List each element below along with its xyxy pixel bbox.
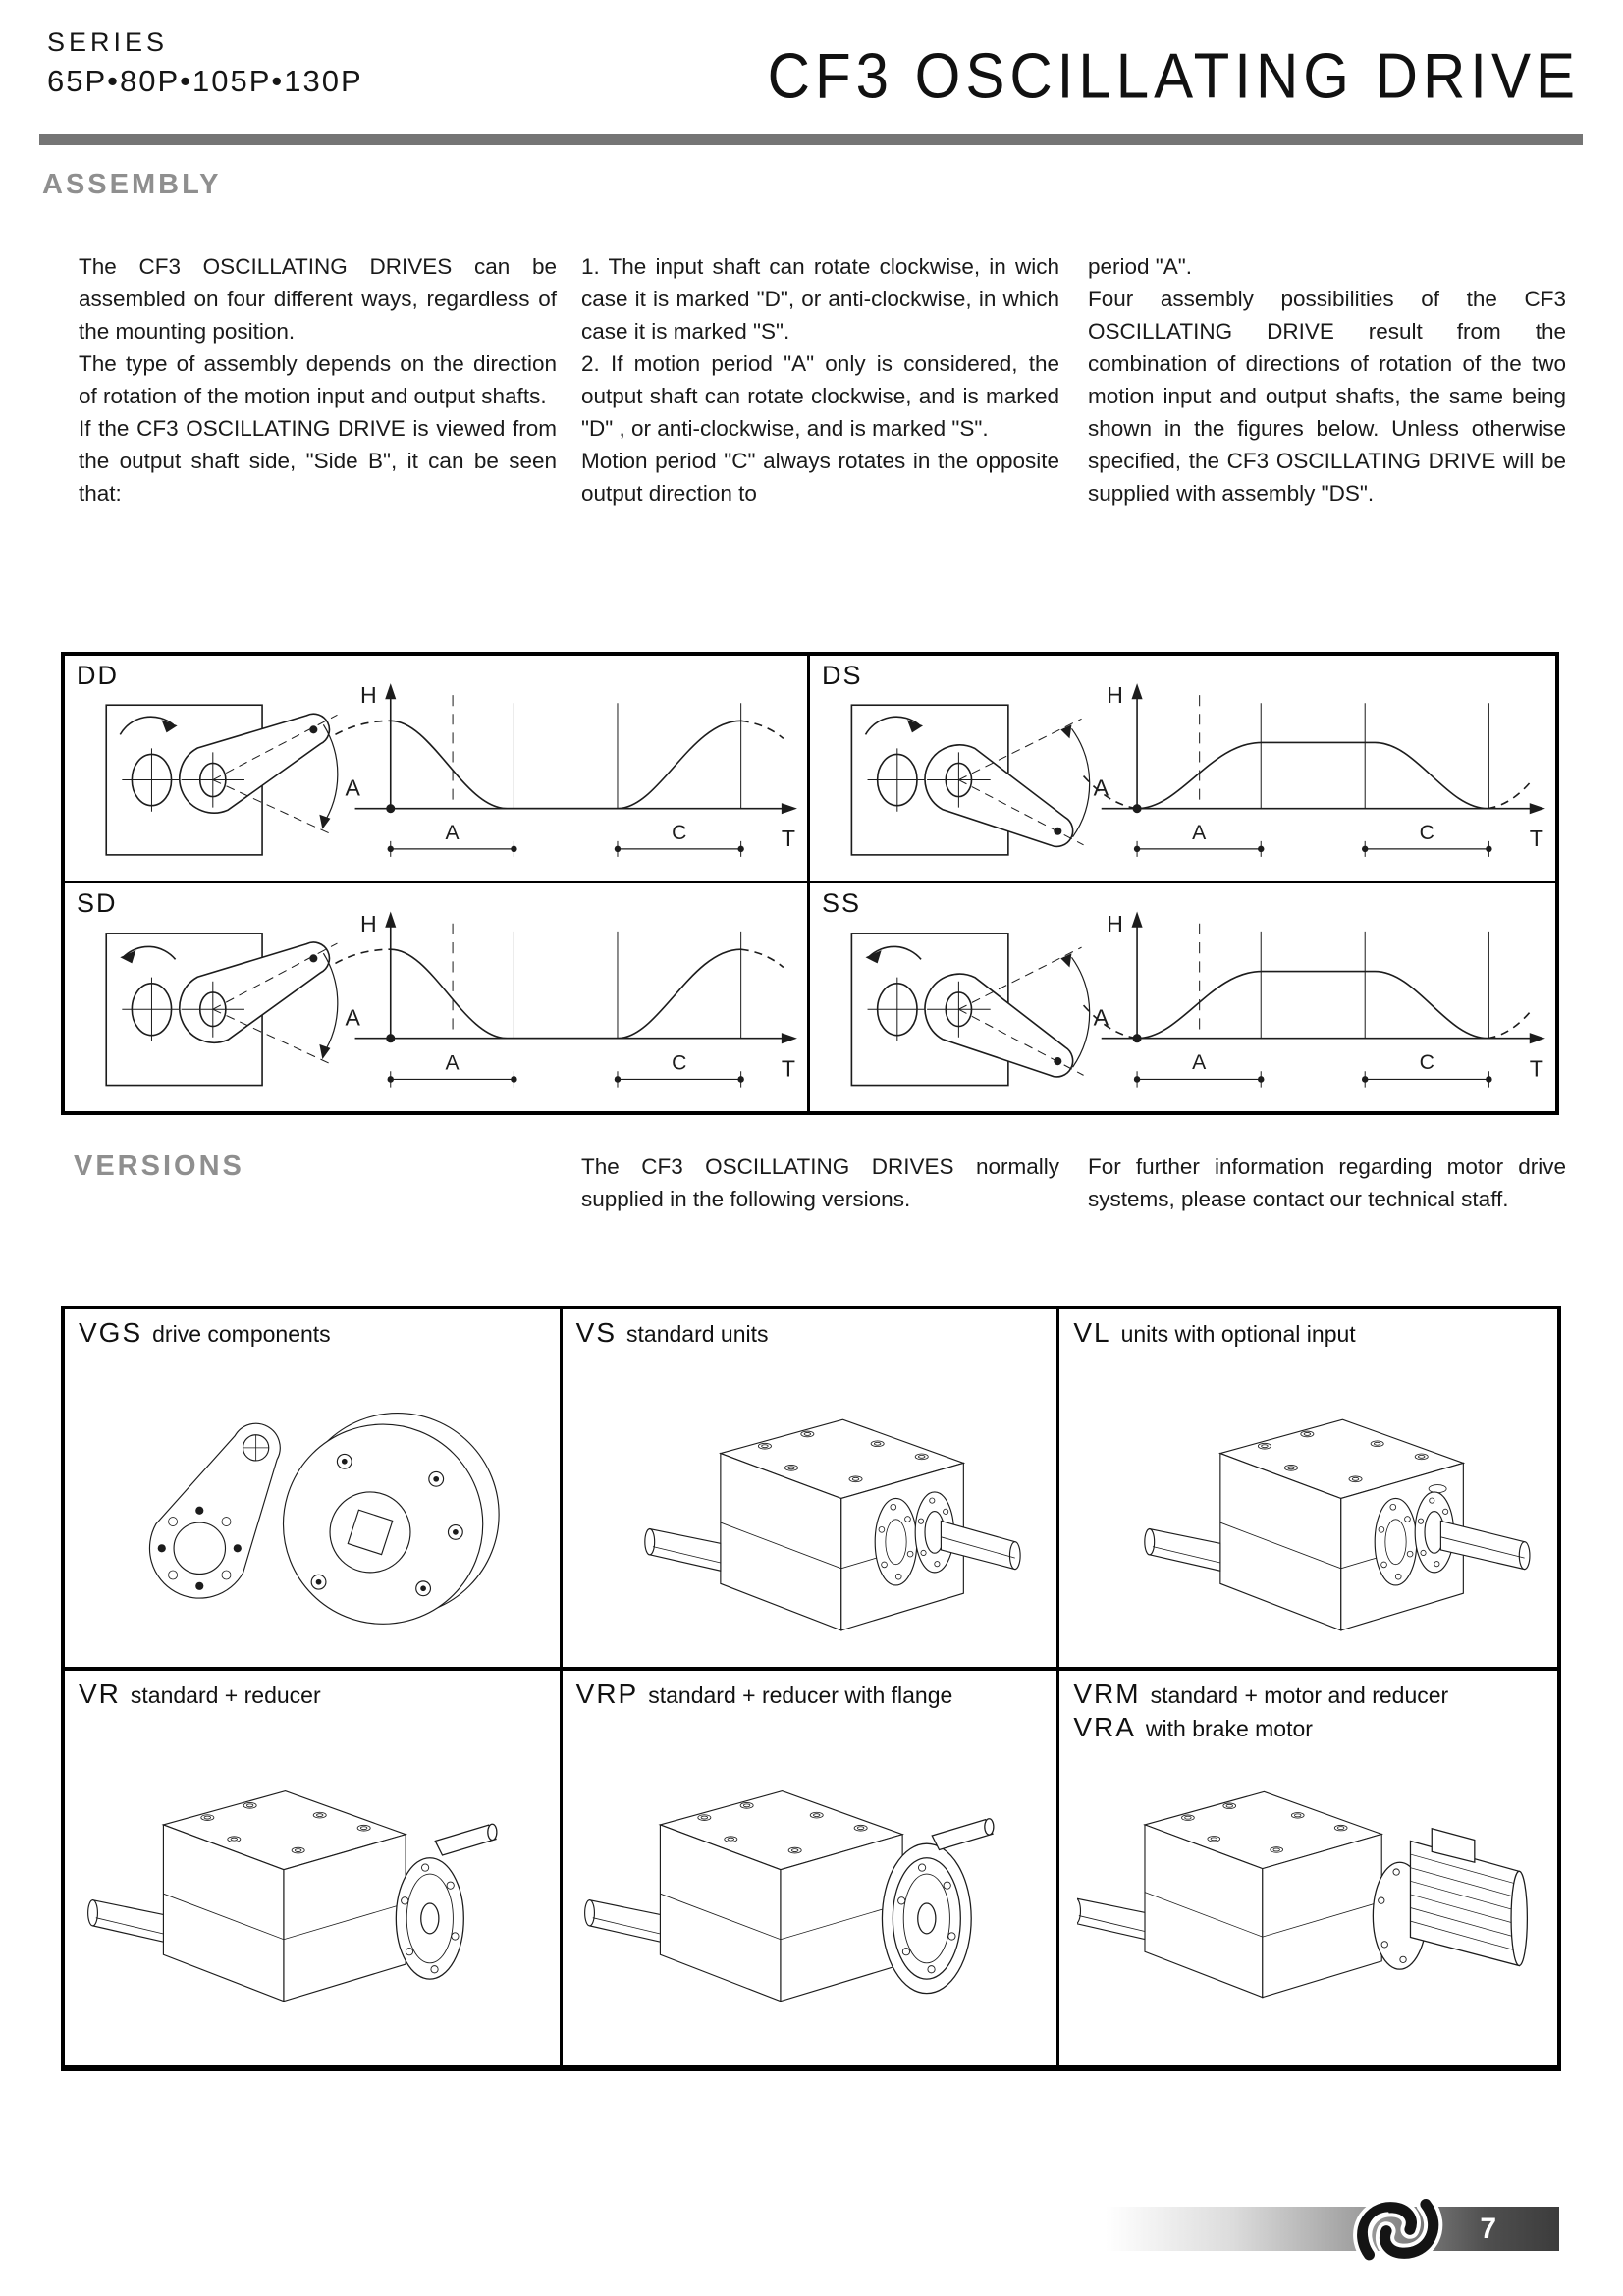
versions-text-col2 [581, 1150, 1059, 1215]
version-drawing [1059, 1349, 1557, 1667]
versions-text-col3 [1088, 1150, 1566, 1215]
svg-text:C: C [1419, 821, 1434, 844]
version-code: VRP [575, 1679, 639, 1709]
version-cell-vs [563, 1309, 1060, 1671]
page-number: 7 [1480, 2213, 1496, 2245]
quadrant-code: DD [77, 661, 119, 690]
svg-text:T: T [781, 825, 795, 851]
quadrant-code: SD [77, 888, 118, 918]
version-desc: drive components [152, 1321, 331, 1347]
version-code: VR [79, 1679, 121, 1709]
versions-grid [61, 1306, 1561, 2071]
company-logo-icon [1347, 2187, 1449, 2273]
version-code: VL [1073, 1317, 1111, 1348]
paragraph: Four assembly possibilities of the CF3 OSCILLATING DRIVE result from the combination of directions of rotation of the two motion input and output shafts, the same being shown in the figures below. Unless otherwise specified, the CF3 OSCILLATING DRIVE will be supplied with assembly "DS". [1088, 287, 1566, 506]
version-desc: standard units [626, 1321, 769, 1347]
svg-text:T: T [1529, 825, 1543, 851]
paragraph: The type of assembly depends on the direction of rotation of the motion input and output shafts. [79, 351, 557, 408]
version-drawing [563, 1349, 1057, 1667]
assembly-text-col2 [581, 250, 1059, 509]
version-cell-vrp [563, 1671, 1060, 2065]
series-models: 65P•80P•105P•130P [47, 64, 363, 98]
version-cell-vr [65, 1671, 563, 2065]
svg-text:A: A [345, 774, 360, 801]
motion-quadrant-ss [810, 883, 1555, 1111]
series-label: SERIES [47, 27, 169, 57]
svg-text:H: H [1107, 682, 1123, 709]
version-code: VRA [1073, 1712, 1136, 1742]
version-desc: with brake motor [1145, 1716, 1313, 1741]
svg-text:H: H [359, 910, 377, 936]
version-label [1059, 1671, 1557, 1710]
version-code: VS [575, 1317, 618, 1348]
version-desc: standard + reducer [130, 1682, 321, 1708]
version-code: VRM [1073, 1679, 1141, 1709]
svg-text:T: T [781, 1055, 795, 1082]
version-desc: standard + reducer with flange [648, 1682, 953, 1708]
assembly-heading: ASSEMBLY [42, 169, 222, 200]
motion-quadrant-sd [65, 883, 810, 1111]
footer-bar [1106, 2207, 1559, 2251]
paragraph: 2. If motion period "A" only is considered, the output shaft can rotate clockwise, and is marked "D" , or anti-clockwise, and is marked "S". [581, 351, 1059, 441]
version-drawing [65, 1710, 560, 2065]
header-rule [39, 134, 1583, 145]
paragraph: For further information regarding motor drive systems, please contact our technical staff. [1088, 1154, 1566, 1211]
version-cell-vrm [1059, 1671, 1557, 2065]
svg-text:A: A [1093, 774, 1109, 801]
paragraph: The CF3 OSCILLATING DRIVES can be assembled on four different ways, regardless of the mounting position. [79, 254, 557, 344]
svg-text:C: C [1419, 1050, 1434, 1075]
svg-text:C: C [672, 821, 687, 844]
series-block [47, 27, 363, 99]
paragraph: 1. The input shaft can rotate clockwise, in wich case it is marked "D", or anti-clockwise, in which case it is marked "S". [581, 254, 1059, 344]
motion-quadrant-dd [65, 656, 810, 883]
svg-text:A: A [1192, 1050, 1207, 1075]
version-desc: standard + motor and reducer [1150, 1682, 1449, 1708]
version-label [563, 1309, 1057, 1349]
assembly-text-col1 [79, 250, 557, 509]
svg-text:A: A [445, 1050, 460, 1075]
version-drawing [65, 1349, 560, 1667]
version-label [563, 1671, 1057, 1710]
svg-text:A: A [345, 1004, 360, 1031]
paragraph: period "A". [1088, 254, 1193, 279]
paragraph: If the CF3 OSCILLATING DRIVE is viewed from the output shaft side, "Side B", it can be seen that: [79, 416, 557, 506]
version-code: VGS [79, 1317, 143, 1348]
version-label [1059, 1309, 1557, 1349]
assembly-text-col3 [1088, 250, 1566, 509]
svg-text:A: A [1093, 1004, 1109, 1031]
version-drawing [1059, 1710, 1557, 2065]
page-title: CF3 OSCILLATING DRIVE [767, 40, 1580, 112]
svg-text:H: H [1107, 910, 1123, 936]
svg-text:T: T [1529, 1055, 1543, 1082]
svg-text:H: H [359, 682, 377, 709]
quadrant-code: DS [822, 661, 863, 690]
svg-text:A: A [1192, 821, 1207, 844]
version-cell-vl [1059, 1309, 1557, 1671]
paragraph: The CF3 OSCILLATING DRIVES normally supplied in the following versions. [581, 1154, 1059, 1211]
svg-text:A: A [445, 821, 460, 844]
version-cell-vgs [65, 1309, 563, 1671]
paragraph: Motion period "C" always rotates in the opposite output direction to [581, 449, 1059, 506]
assembly-figure-box [61, 652, 1559, 1115]
version-label [65, 1309, 560, 1349]
version-desc: units with optional input [1120, 1321, 1356, 1347]
version-drawing [563, 1710, 1057, 2065]
versions-heading: VERSIONS [74, 1150, 244, 1182]
motion-quadrant-ds [810, 656, 1555, 883]
version-label [65, 1671, 560, 1710]
svg-text:C: C [672, 1050, 687, 1075]
quadrant-code: SS [822, 888, 862, 918]
